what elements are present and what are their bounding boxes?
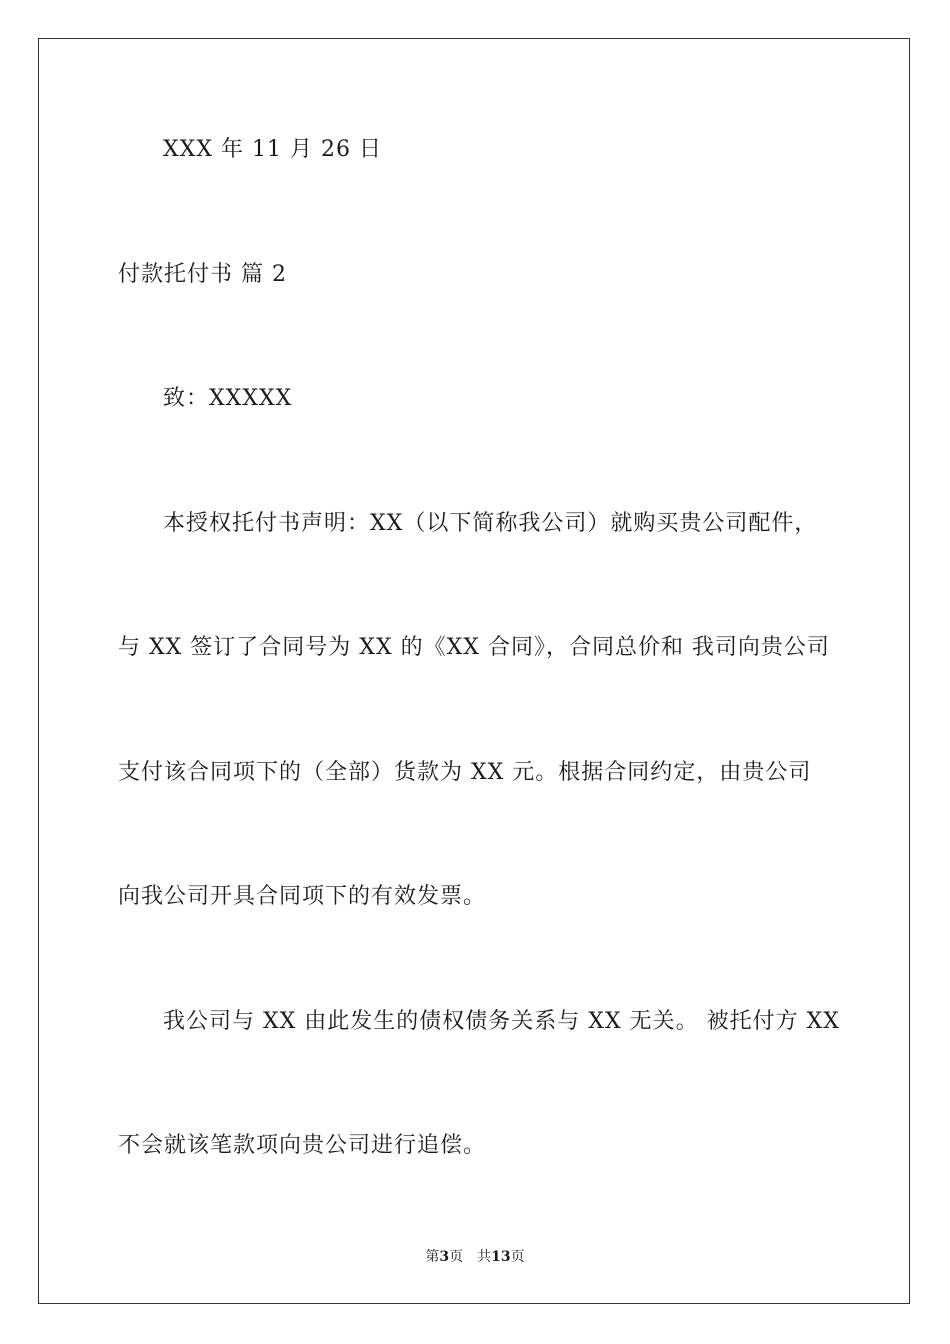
- section-heading: 付款托付书 篇 2: [118, 262, 287, 287]
- footer-prefix: 第: [425, 1249, 440, 1265]
- total-page-number: 13: [491, 1249, 511, 1265]
- body-line: 我公司与 XX 由此发生的债权债务关系与 XX 无关。 被托付方 XX: [163, 1009, 840, 1034]
- footer-mid: 页 共: [449, 1249, 492, 1265]
- current-page-number: 3: [439, 1249, 450, 1265]
- body-line: 向我公司开具合同项下的有效发票。: [118, 884, 487, 909]
- body-line: 与 XX 签订了合同号为 XX 的《XX 合同》，合同总价和 我司向贵公司: [118, 635, 830, 660]
- page-border: [38, 38, 910, 1304]
- date-line: XXX 年 11 月 26 日: [163, 137, 382, 162]
- body-line: 本授权托付书声明：XX（以下简称我公司）就购买贵公司配件，: [163, 511, 818, 536]
- body-line: 不会就该笔款项向贵公司进行追偿。: [118, 1133, 487, 1158]
- footer-suffix: 页: [510, 1249, 525, 1265]
- salutation: 致：XXXXX: [163, 386, 293, 411]
- page-footer: [0, 1248, 950, 1266]
- body-line: 支付该合同项下的（全部）货款为 XX 元。根据合同约定，由贵公司: [118, 760, 812, 785]
